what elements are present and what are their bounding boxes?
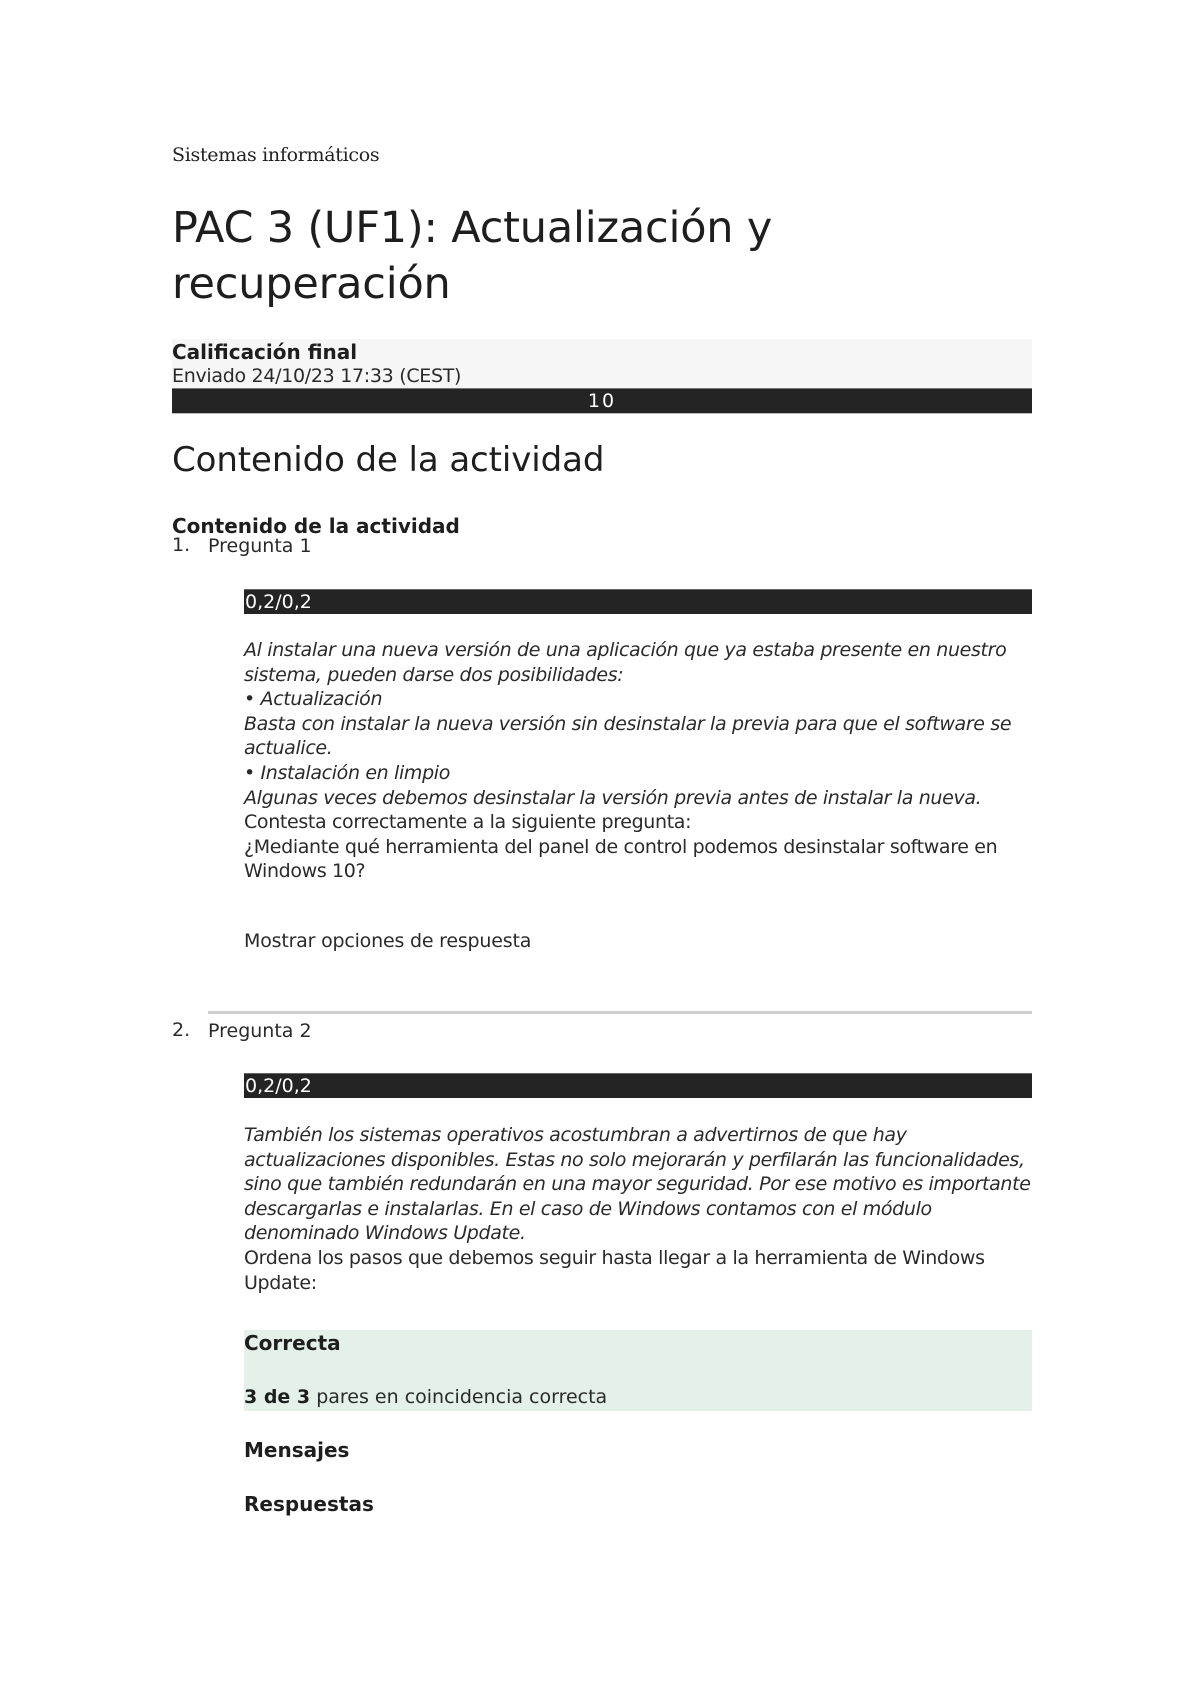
feedback-summary-text: pares en coincidencia correcta — [310, 1386, 608, 1408]
question-text-line: • Actualización — [244, 688, 383, 711]
question-text-line: Basta con instalar la nueva versión sin desinstalar la previa para que el software se actualice. — [244, 712, 1012, 760]
question-number: 1. — [172, 534, 191, 556]
correct-feedback-box — [244, 1330, 1032, 1411]
submitted-timestamp: Enviado 24/10/23 17:33 (CEST) — [172, 365, 462, 387]
answers-heading: Respuestas — [244, 1492, 374, 1516]
question-number: 2. — [172, 1019, 191, 1041]
feedback-summary-count: 3 de 3 — [244, 1386, 311, 1408]
feedback-summary — [244, 1384, 607, 1410]
question-item — [172, 534, 1032, 558]
final-grade-label: Calificación final — [172, 340, 358, 364]
messages-heading: Mensajes — [244, 1438, 350, 1462]
course-name: Sistemas informáticos — [172, 144, 380, 166]
question-item — [172, 1019, 1032, 1043]
question-text-line: Algunas veces debemos desinstalar la versión previa antes de instalar la nueva. — [244, 786, 982, 809]
question-text-line: ¿Mediante qué herramienta del panel de control podemos desinstalar software en Windows 10? — [244, 835, 998, 883]
show-answer-options-link[interactable]: Mostrar opciones de respuesta — [244, 930, 532, 952]
page-title: PAC 3 (UF1): Actualización y recuperación — [172, 203, 773, 309]
question-text-line: Ordena los pasos que debemos seguir hasta llegar a la herramienta de Windows Update: — [244, 1246, 985, 1294]
question-text-line: • Instalación en limpio — [244, 761, 450, 784]
question-text — [244, 638, 1032, 884]
section-subtitle: Contenido de la actividad — [172, 514, 460, 538]
question-score: 0,2/0,2 — [244, 1073, 1032, 1098]
feedback-state: Correcta — [244, 1331, 341, 1355]
final-grade-value: 10 — [172, 388, 1032, 414]
question-text — [244, 1123, 1032, 1295]
section-title: Contenido de la actividad — [172, 440, 605, 480]
question-text-line: Contesta correctamente a la siguiente pregunta: — [244, 811, 692, 834]
question-score: 0,2/0,2 — [244, 589, 1032, 614]
question-name: Pregunta 2 — [208, 1020, 312, 1042]
question-text-line: También los sistemas operativos acostumbran a advertirnos de que hay actualizaciones disponibles. Estas no solo mejorarán y perfilarán las funcionalidades, sino que también redundarán en una mayor seguridad. Por ese motivo es importante descargarlas e instalarlas. En el caso de Windows contamos con el módulo denominado Windows Update. — [244, 1124, 1031, 1245]
question-name: Pregunta 1 — [208, 535, 312, 557]
question-text-line: Al instalar una nueva versión de una aplicación que ya estaba presente en nuestro sistema, pueden darse dos posibilidades: — [244, 639, 1007, 686]
question-divider — [208, 1011, 1032, 1014]
final-grade-panel — [172, 339, 1032, 414]
